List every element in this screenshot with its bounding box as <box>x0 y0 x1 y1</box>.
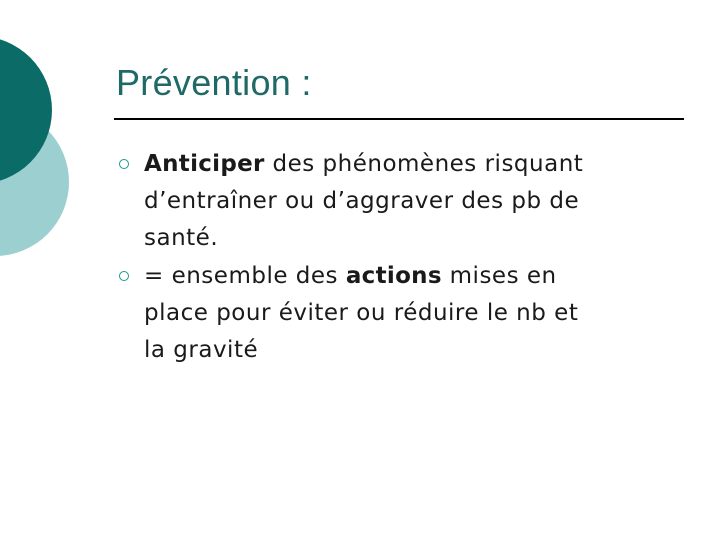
bullet-line: santé. <box>144 225 219 251</box>
bullet-line: d’entraîner ou d’aggraver des pb de <box>144 188 580 214</box>
slide-title: Prévention : <box>116 62 312 103</box>
line-text: = ensemble des <box>144 263 346 289</box>
bullet-line <box>144 146 684 183</box>
line-text: des phénomènes risquant <box>264 151 584 177</box>
bold-term: Anticiper <box>144 151 265 177</box>
line-text: mises en <box>441 263 557 289</box>
bullet-line: la gravité <box>144 337 259 363</box>
bullet-line: place pour éviter ou réduire le nb et <box>144 300 579 326</box>
hollow-circle-bullet-icon <box>119 271 129 281</box>
hollow-circle-bullet-icon <box>119 159 129 169</box>
bullet-text <box>144 258 684 369</box>
bullet-line <box>144 258 684 295</box>
bullet-text <box>144 146 684 257</box>
bold-term: actions <box>345 263 442 289</box>
